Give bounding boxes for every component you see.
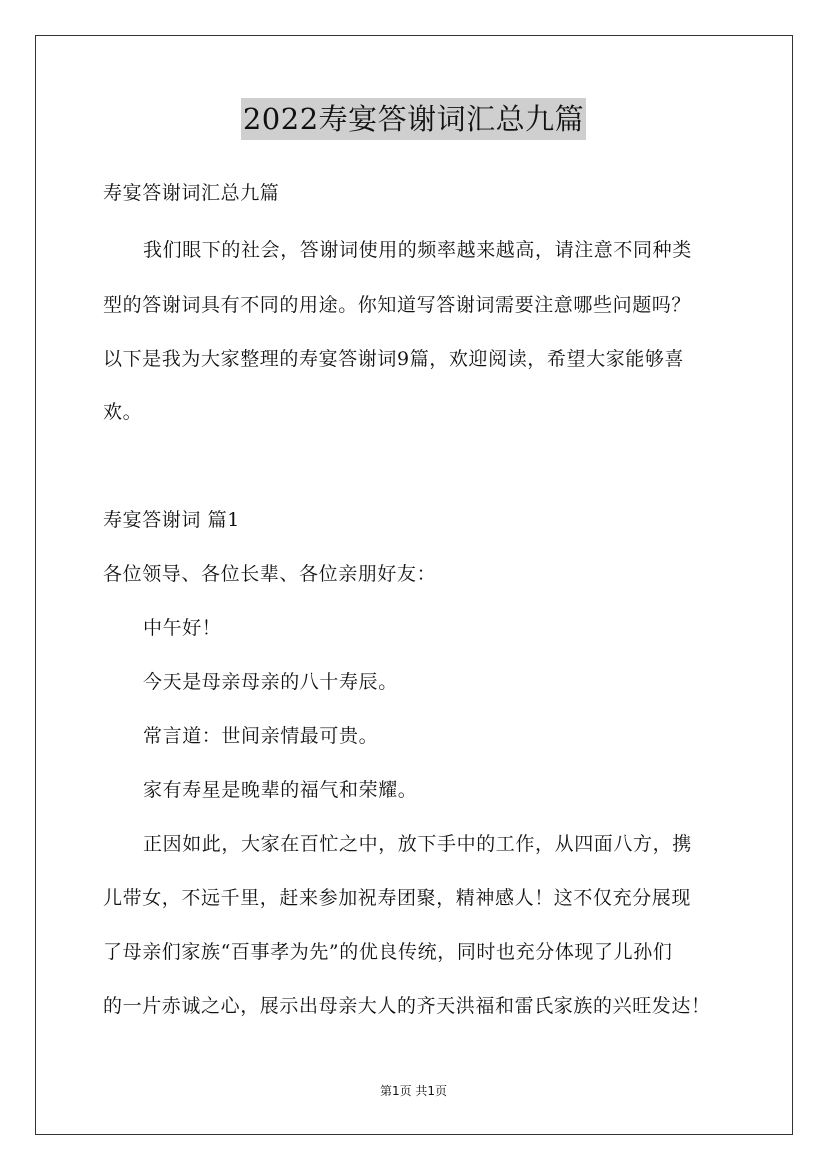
salutation: 各位领导、各位长辈、各位亲朋好友： [103,563,437,585]
paragraph-greeting: 中午好！ [143,617,222,639]
intro-line-2: 型的答谢词具有不同的用途。你知道写答谢词需要注意哪些问题吗？ [103,294,692,316]
intro-line-4: 欢。 [103,401,143,423]
body-line-3: 了母亲们家族“百事孝为先”的优良传统，同时也充分体现了儿孙们 [103,941,673,963]
body-line-1: 正因如此，大家在百忙之中，放下手中的工作，从四面八方，携 [143,833,692,855]
paragraph-saying: 常言道：世间亲情最可贵。 [143,725,379,747]
paragraph-birthday: 今天是母亲母亲的八十寿辰。 [143,671,398,693]
document-title: 2022寿宴答谢词汇总九篇 [241,98,586,140]
section-heading: 寿宴答谢词 篇1 [103,509,240,531]
body-line-4: 的一片赤诚之心，展示出母亲大人的齐天洪福和雷氏家族的兴旺发达！ [103,995,711,1017]
body-line-2: 儿带女，不远千里，赶来参加祝寿团聚，精神感人！这不仅充分展现 [103,887,692,909]
intro-line-1: 我们眼下的社会，答谢词使用的频率越来越高，请注意不同种类 [143,239,692,261]
intro-line-3: 以下是我为大家整理的寿宴答谢词9篇，欢迎阅读，希望大家能够喜 [103,348,685,370]
title-container [0,98,827,140]
paragraph-blessing: 家有寿星是晚辈的福气和荣耀。 [143,779,418,801]
page-footer: 第1页 共1页 [379,1084,448,1098]
subtitle: 寿宴答谢词汇总九篇 [103,182,280,204]
